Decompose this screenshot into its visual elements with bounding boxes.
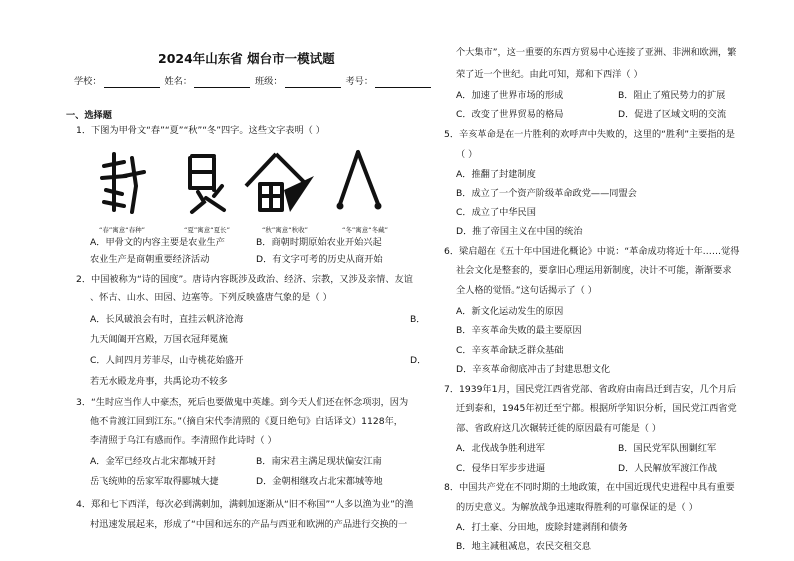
q5-option-b[interactable]: B．成立了一个资产阶级革命政党——同盟会 [456, 188, 637, 199]
header-fields [74, 76, 433, 88]
q3-option-d[interactable]: D．金朝相继攻占北宋都城等地 [256, 476, 383, 487]
page-title: 2024年山东省 烟台市一模试题 [158, 51, 335, 66]
q1-caption-summer: “夏”寓意“夏长” [184, 226, 230, 234]
q4-stem-line3: 个大集市”，这一重要的东西方贸易中心连接了亚洲、非洲和欧洲，繁 [456, 47, 737, 58]
q6-option-b[interactable]: B．辛亥革命失败的最主要原因 [456, 325, 582, 336]
q2-option-d-label[interactable]: D． [410, 355, 427, 366]
glyph-spring [102, 154, 144, 212]
name-label: 姓名： [164, 76, 193, 87]
school-label: 学校： [74, 76, 102, 87]
oracle-bone-glyphs [96, 146, 396, 230]
glyph-winter-dot-left [337, 203, 344, 210]
class-blank[interactable] [285, 77, 341, 88]
q8-stem-line1: 8．中国共产党在不同时期的土地政策，在中国近现代史进程中具有重要 [444, 482, 735, 493]
q5-option-d[interactable]: D．推了帝国主义在中国的统治 [456, 226, 583, 237]
examno-blank[interactable] [375, 77, 431, 88]
q3-option-a[interactable]: A．金军已经攻占北宋都城开封 [90, 456, 216, 467]
q4-option-a[interactable]: A．加速了世界市场的形成 [456, 90, 564, 101]
glyph-summer [190, 156, 224, 212]
q7-option-b[interactable]: B．国民党军队围剿红军 [618, 443, 717, 454]
q6-stem-line1: 6．梁启超在《五十年中国进化概论》中说：“革命成功将近十年……觉得 [444, 246, 740, 257]
q7-option-a[interactable]: A．北伐战争胜利进军 [456, 443, 545, 454]
q2-option-d[interactable]: 若无水殿龙舟事，共禹论功不较多 [90, 376, 228, 387]
glyph-winter [340, 152, 378, 204]
q5-stem-line1: 5．辛亥革命是在一片胜利的欢呼声中失败的，这里的“胜利”主要指的是 [444, 129, 735, 140]
q3-stem-line3: 李清照于乌江有感而作。李清照作此诗时（ ） [90, 435, 277, 446]
examno-label: 考号： [345, 76, 374, 87]
q3-stem-line2: 他不肯渡江回到江东。”（摘自宋代李清照的《夏日绝句》白话译文）1128年， [90, 416, 403, 427]
q1-option-a[interactable]: A．甲骨文的内容主要是农业生产 [90, 237, 225, 248]
q7-option-c[interactable]: C．侵华日军步步进逼 [456, 463, 546, 474]
q4-stem-line2: 村迅速发展起来，形成了“中国和远东的产品与西亚和欧洲的产品进行交换的一 [90, 519, 408, 530]
class-label: 班级： [254, 76, 283, 87]
q2-option-c[interactable]: C．人间四月芳菲尽，山寺桃花始盛开 [90, 355, 244, 366]
q2-option-a[interactable]: A．长风破浪会有时，直挂云帆济沧海 [90, 314, 244, 325]
q4-option-b[interactable]: B．阻止了殖民势力的扩展 [618, 90, 726, 101]
q1-caption-winter: “冬”寓意“冬藏” [342, 226, 388, 234]
q4-option-d[interactable]: D．促进了区域文明的交流 [618, 109, 727, 120]
q5-option-c[interactable]: C．成立了中华民国 [456, 207, 536, 218]
q6-option-d[interactable]: D．辛亥革命彻底冲击了封建思想文化 [456, 364, 611, 375]
q2-stem-line1: 2．中国被称为“诗的国度”。唐诗内容既涉及政治、经济、宗教，又涉及亲情、友谊 [76, 274, 413, 285]
q1-option-d[interactable]: D．有文字可考的历史从商开始 [256, 254, 383, 265]
name-blank[interactable] [194, 77, 250, 88]
glyph-autumn-fill [284, 176, 314, 212]
q7-option-d[interactable]: D．人民解放军渡江作战 [618, 463, 717, 474]
q6-stem-line3: 全人格的觉悟。”这句话揭示了（ ） [456, 285, 597, 296]
q4-stem-line1: 4．郑和七下西洋，每次必到满剌加，满剌加逐渐从“旧不称国”“人多以渔为业”的渔 [76, 499, 414, 510]
q7-stem-line2: 迁到泰和，1945年初迁至宁都。根据所学知识分析，国民党江西省党 [456, 403, 737, 414]
q3-stem-line1: 3．“生时应当作人中豪杰，死后也要做鬼中英雄。到今天人们还在怀念项羽，因为 [76, 397, 409, 408]
q6-option-a[interactable]: A．新文化运动发生的原因 [456, 306, 564, 317]
q2-stem-line2: 、怀古、山水、田园、边塞等。下列反映盛唐气象的是（ ） [90, 292, 332, 303]
q6-stem-line2: 社会文化是整套的，要拿旧心理运用新制度，决计不可能，渐渐要求 [456, 265, 732, 276]
q4-stem-line4: 荣了近一个世纪。由此可知，郑和下西洋（ ） [456, 69, 643, 80]
q8-stem-line2: 的历史意义。为解放战争迅速取得胜利的可靠保证的是（ ） [456, 502, 698, 513]
school-blank[interactable] [104, 77, 160, 88]
q2-option-b-label[interactable]: B． [410, 314, 426, 325]
section-title: 一、选择题 [66, 110, 112, 121]
q7-stem-line3: 部、省政府这几次辗转迁徙的原因最有可能是（ ） [456, 423, 662, 434]
q2-option-b[interactable]: 九天阊阖开宫殿，万国衣冠拜冕旒 [90, 334, 228, 345]
q1-option-b[interactable]: B．商朝时期原始农业开始兴起 [256, 237, 382, 248]
q1-stem: 1．下图为甲骨文“春”“夏”“秋”“冬”四字。这些文字表明（ ） [76, 125, 325, 136]
q1-caption-spring: “春”寓意“春种” [99, 226, 145, 234]
glyph-winter-dot-right [375, 203, 382, 210]
q3-option-b[interactable]: B．南宋君主满足现状偏安江南 [256, 456, 382, 467]
q8-option-b[interactable]: B．地主减租减息，农民交租交息 [456, 541, 591, 552]
q7-stem-line1: 7．1939年1月，国民党江西省党部、省政府由南昌迁到吉安，几个月后 [444, 384, 737, 395]
q5-stem-line2: （ ） [456, 149, 478, 160]
q3-option-c[interactable]: 岳飞统帅的岳家军取得郾城大捷 [90, 476, 219, 487]
q1-option-c[interactable]: 农业生产是商朝重要经济活动 [90, 254, 210, 265]
q6-option-c[interactable]: C．辛亥革命缺乏群众基础 [456, 345, 564, 356]
q5-option-a[interactable]: A．推翻了封建制度 [456, 169, 536, 180]
q4-option-c[interactable]: C．改变了世界贸易的格局 [456, 109, 564, 120]
q1-caption-autumn: “秋”寓意“秋收” [262, 226, 308, 234]
q8-option-a[interactable]: A．打土豪、分田地，废除封建剥削和债务 [456, 522, 628, 533]
